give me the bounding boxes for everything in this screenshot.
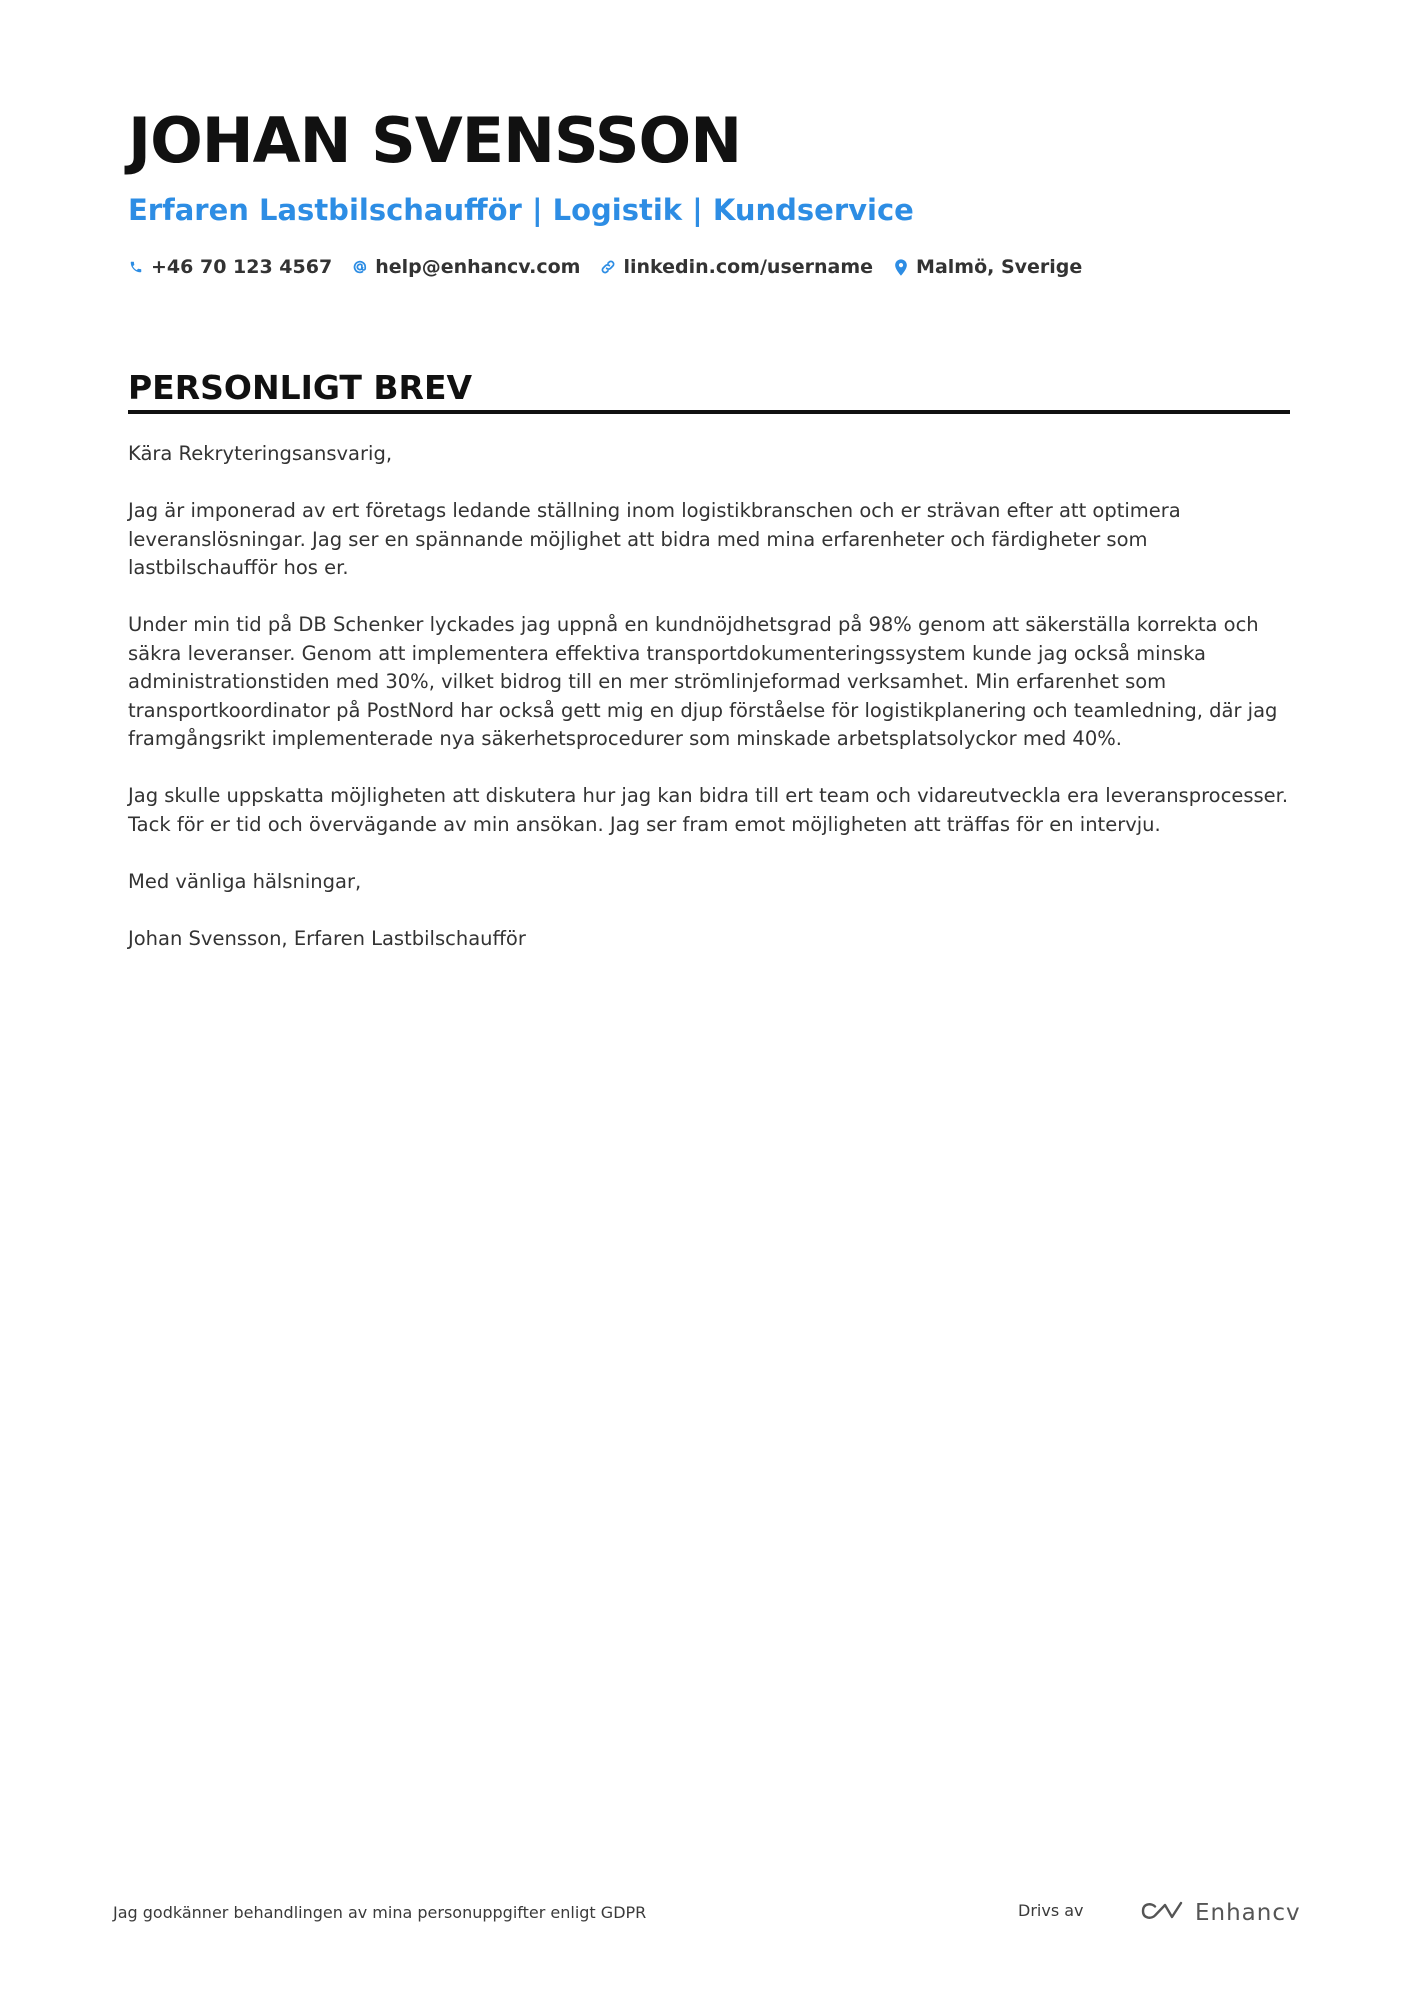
contact-email-text: help@enhancv.com bbox=[375, 256, 581, 278]
applicant-headline: Erfaren Lastbilschaufför | Logistik | Kundservice bbox=[128, 193, 914, 227]
contact-linkedin-text: linkedin.com/username bbox=[623, 256, 874, 278]
section-title: PERSONLIGT BREV bbox=[128, 368, 473, 407]
location-pin-icon bbox=[893, 258, 909, 276]
brand-logo[interactable] bbox=[1139, 1893, 1301, 1933]
letter-paragraph: Under min tid på DB Schenker lyckades jag uppnå en kundnöjdhetsgrad på 98% genom att säkerställa korrekta och säkra leveranser. Genom att implementera effektiva transportdokumenteringssystem kunde jag också minska administrationstiden med 30%, vilket bidrog till en mer strömlinjeformad verksamhet. Min erfarenhet som transportkoordinator på PostNord har också gett mig en djup förståelse för logistikplanering och teamledning, där jag framgångsrikt implementerade nya säkerhetsprocedurer som minskade arbetsplatsolyckor med 40%. bbox=[128, 613, 1278, 750]
contact-location bbox=[893, 256, 1082, 278]
section-divider bbox=[128, 410, 1290, 414]
page-footer bbox=[113, 1893, 1301, 1933]
letter-body bbox=[128, 440, 1290, 982]
letter-greeting: Kära Rekryteringsansvarig, bbox=[128, 442, 393, 465]
link-icon bbox=[600, 258, 616, 276]
letter-closing: Med vänliga hälsningar, bbox=[128, 869, 362, 893]
contact-phone-text: +46 70 123 4567 bbox=[151, 256, 333, 278]
gdpr-consent-text: Jag godkänner behandlingen av mina personuppgifter enligt GDPR bbox=[113, 1903, 647, 1922]
at-icon bbox=[352, 258, 368, 276]
contact-info bbox=[128, 256, 1082, 278]
powered-by-label: Drivs av bbox=[1018, 1901, 1084, 1920]
applicant-name: JOHAN SVENSSON bbox=[128, 104, 742, 177]
brand-name: Enhancv bbox=[1195, 1900, 1301, 1926]
contact-phone[interactable] bbox=[128, 256, 332, 278]
letter-paragraph: Jag skulle uppskatta möjligheten att diskutera hur jag kan bidra till ert team och vidareutveckla era leveransprocesser. Tack för er tid och övervägande av min ansökan. Jag ser fram emot möjligheten att träffas för en intervju. bbox=[128, 784, 1289, 836]
letter-paragraph: Jag är imponerad av ert företags ledande ställning inom logistikbranschen och er strävan efter att optimera leveranslösningar. Jag ser en spännande möjlighet att bidra med mina erfarenheter och färdigheter som lastbilschaufför hos er. bbox=[128, 499, 1181, 579]
letter-signature: Johan Svensson, Erfaren Lastbilschaufför bbox=[128, 926, 526, 950]
infinity-logo-icon bbox=[1139, 1899, 1185, 1928]
phone-icon bbox=[128, 258, 144, 276]
contact-linkedin[interactable] bbox=[600, 256, 873, 278]
contact-email[interactable] bbox=[352, 256, 580, 278]
contact-location-text: Malmö, Sverige bbox=[916, 256, 1083, 278]
